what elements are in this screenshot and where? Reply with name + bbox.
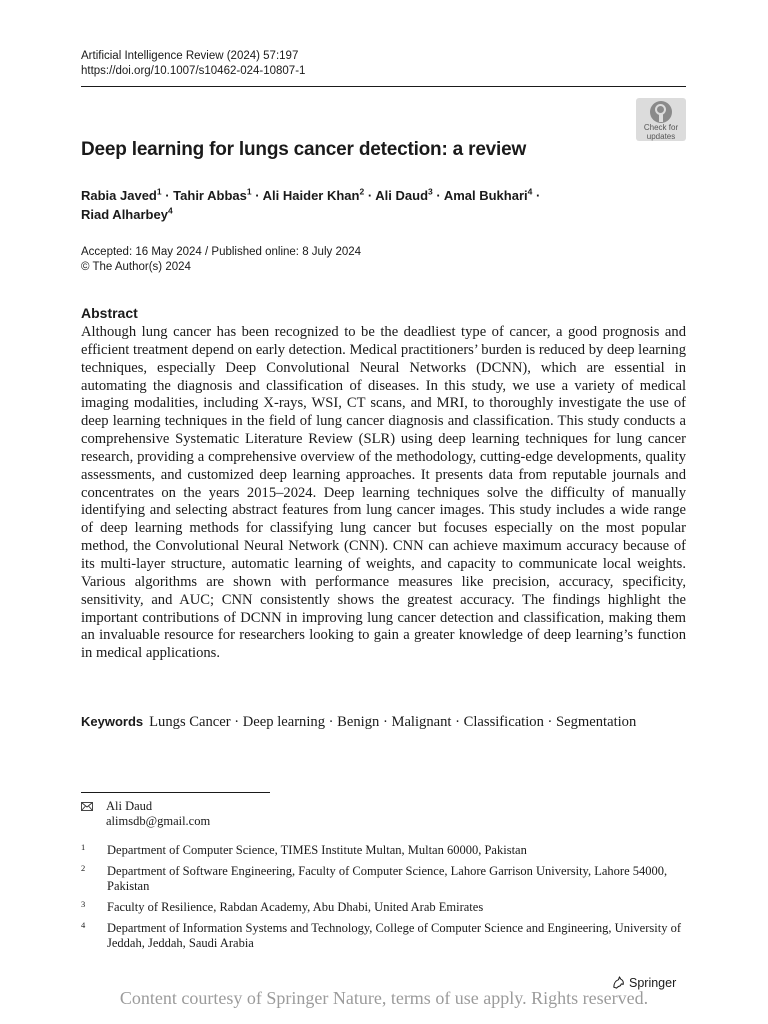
- author-separator: ·: [364, 188, 376, 203]
- affiliation-text: Faculty of Resilience, Rabdan Academy, Abu Dhabi, United Arab Emirates: [107, 899, 484, 914]
- corresponding-author-name: Ali Daud: [106, 799, 153, 813]
- author-name[interactable]: Rabia Javed: [81, 188, 157, 203]
- affiliation-number: 3: [81, 898, 86, 909]
- affiliation-item: [81, 921, 681, 950]
- affiliation-item: [81, 864, 681, 893]
- affiliation-item: [81, 843, 681, 858]
- affiliation-item: [81, 900, 681, 915]
- author-name[interactable]: Riad Alharbey: [81, 207, 168, 222]
- publication-dates: [81, 245, 361, 274]
- author-list: [81, 186, 641, 224]
- affiliation-text: Department of Information Systems and Technology, College of Computer Science and Engineering, University of Jeddah, Jeddah, Saudi Arabia: [107, 920, 681, 950]
- author-affiliation-marker: 4: [167, 205, 173, 216]
- author-affiliation-marker: 1: [156, 186, 162, 197]
- author-name[interactable]: Ali Daud: [375, 188, 429, 203]
- crossmark-label-2: updates: [646, 132, 676, 141]
- affiliation-text: Department of Computer Science, TIMES Institute Multan, Multan 60000, Pakistan: [107, 843, 527, 857]
- affiliation-text: Department of Software Engineering, Faculty of Computer Science, Lahore Garrison University, Lahore 54000, Pakistan: [107, 864, 668, 893]
- copyright-line: © The Author(s) 2024: [81, 260, 191, 273]
- author-affiliation-marker: 1: [246, 186, 252, 197]
- publisher-name: Springer: [629, 975, 677, 990]
- affiliation-list: [81, 843, 681, 957]
- crossmark-label-1: Check for: [643, 123, 679, 132]
- abstract-text: Although lung cancer has been recognized to be the deadliest type of cancer, a good prognosis and efficient treatment depend on early detection. Medical practitioners’ burden is reduced by deep learning techniques, especially Deep Convolutional Neural Networks (DCNN), which are essential in automating the diagnosis and classification of diseases. In this study, we use a variety of medical imaging modalities, including X-rays, WSI, CT scans, and MRI, to thoroughly investigate the use of deep learning techniques in the field of lung cancer diagnosis and classification. This study conducts a comprehensive Systematic Literature Review (SLR) using deep learning techniques for lung cancer research, providing a comprehensive overview of the methodology, cutting-edge developments, quality assessments, and customized deep learning approaches. It presents data from reputable journals and concentrates on the years 2015–2024. Deep learning techniques solve the difficulty of manually identifying and selecting abstract features from lung cancer images. This study includes a wide range of deep learning methods for classifying lung cancer but focuses especially on the most popular method, the Convolutional Neural Network (CNN). CNN can achieve maximum accuracy because of its multi-layer structure, automatic learning of weights, and capacity to communicate local weights. Various algorithms are shown with performance measures like precision, accuracy, specificity, sensitivity, and AUC; CNN consistently shows the greatest accuracy. The findings highlight the important contributions of DCNN in improving lung cancer detection and classification, making them an invaluable resource for researchers looking to gain a greater knowledge of deep learning’s function in medical applications.: [81, 324, 686, 662]
- copyright-notice: Content courtesy of Springer Nature, terms of use apply. Rights reserved.: [119, 988, 649, 1008]
- author-separator: ·: [432, 188, 444, 203]
- author-name[interactable]: Tahir Abbas: [173, 188, 247, 203]
- author-name[interactable]: Ali Haider Khan: [262, 188, 360, 203]
- author-name[interactable]: Amal Bukhari: [443, 188, 528, 203]
- check-for-updates-badge[interactable]: [636, 98, 686, 141]
- envelope-icon: [81, 802, 93, 811]
- keywords-section: [81, 713, 651, 732]
- crossmark-icon: [650, 101, 672, 123]
- author-separator: ·: [251, 188, 263, 203]
- journal-citation: Artificial Intelligence Review (2024) 57:197: [81, 50, 299, 62]
- affiliation-number: 4: [81, 919, 86, 930]
- article-title: Deep learning for lungs cancer detection: a review: [81, 139, 527, 160]
- accepted-published-date: Accepted: 16 May 2024 / Published online: 8 July 2024: [81, 246, 362, 258]
- abstract-heading: Abstract: [81, 305, 138, 321]
- journal-header: [81, 49, 305, 79]
- keywords-text: Lungs Cancer · Deep learning · Benign · Malignant · Classification · Segmentation: [149, 714, 637, 730]
- footnote-divider: [81, 792, 270, 793]
- author-affiliation-marker: 3: [428, 186, 433, 197]
- affiliation-number: 1: [81, 842, 86, 852]
- author-separator: ·: [532, 188, 541, 203]
- author-affiliation-marker: 4: [527, 186, 533, 197]
- author-affiliation-marker: 2: [359, 186, 365, 197]
- keywords-label: Keywords: [81, 714, 144, 729]
- corresponding-author-email[interactable]: alimsdb@gmail.com: [106, 813, 211, 828]
- header-divider: [81, 86, 686, 87]
- author-separator: ·: [161, 188, 174, 203]
- doi-link[interactable]: https://doi.org/10.1007/s10462-024-10807-1: [81, 65, 306, 77]
- affiliation-number: 2: [81, 863, 86, 874]
